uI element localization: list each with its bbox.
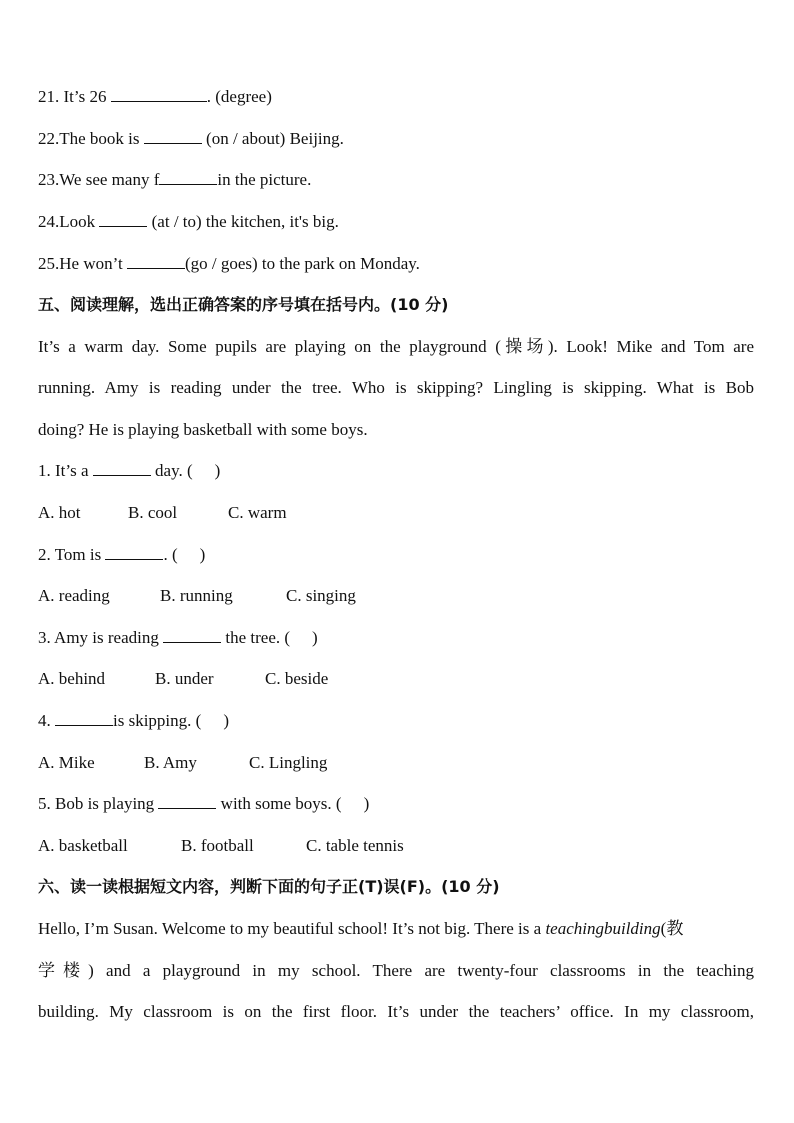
item-hint: in the picture. <box>217 170 312 189</box>
question-text: 3. Amy is reading <box>38 628 164 647</box>
option-a[interactable]: A. Mike <box>38 753 95 772</box>
item-number: 25 <box>38 254 55 273</box>
section-5-heading: 五、阅读理解，选出正确答案的序号填在括号内。(10 分) <box>38 295 449 314</box>
fill-item-25 <box>38 253 420 275</box>
question-4-options <box>38 752 327 774</box>
question-2 <box>38 544 205 566</box>
question-text: day. ( <box>150 461 193 480</box>
item-text: .We see many f <box>55 170 160 189</box>
close-paren: ) <box>199 545 206 564</box>
passage-text: Hello, I’m Susan. Welcome to my beautiful school! It’s not big. There is a <box>38 919 546 938</box>
answer-blank[interactable] <box>159 169 217 185</box>
question-5 <box>38 793 369 815</box>
passage-line: building. My classroom is on the first floor. It’s under the teachers’ office. In my classroom, <box>38 1002 754 1021</box>
item-number: 23 <box>38 170 55 189</box>
answer-blank[interactable] <box>93 460 151 476</box>
passage-line: It’s a warm day. Some pupils are playing on the playground (操场). Look! Mike and Tom are <box>38 337 754 356</box>
answer-blank[interactable] <box>158 793 216 809</box>
question-1-options <box>38 502 287 524</box>
passage-line: 学楼) and a playground in my school. There are twenty-four classrooms in the teaching <box>38 961 754 980</box>
option-c[interactable]: C. table tennis <box>306 836 404 855</box>
close-paren: ) <box>223 711 229 730</box>
fill-item-21 <box>38 86 272 108</box>
question-text: 5. Bob is playing <box>38 794 159 813</box>
item-text: . It’s 26 <box>55 87 111 106</box>
question-text: 2. Tom is <box>38 545 106 564</box>
option-a[interactable]: A. behind <box>38 669 106 688</box>
option-a[interactable]: A. hot <box>38 503 81 522</box>
close-paren: ) <box>312 628 318 647</box>
fill-item-23 <box>38 169 311 191</box>
answer-blank[interactable] <box>163 627 221 643</box>
question-text: . ( <box>163 545 178 564</box>
question-1 <box>38 460 220 482</box>
section-6-heading: 六、读一读根据短文内容，判断下面的句子正(T)误(F)。(10 分) <box>38 877 500 896</box>
option-c[interactable]: C. Lingling <box>249 753 328 772</box>
option-b[interactable]: B. cool <box>128 503 178 522</box>
question-text: is skipping. ( <box>113 711 202 730</box>
item-text: .He won’t <box>55 254 127 273</box>
item-number: 22 <box>38 129 55 148</box>
item-text: .Look <box>55 212 100 231</box>
option-c[interactable]: C. singing <box>286 586 356 605</box>
option-a[interactable]: A. basketball <box>38 836 128 855</box>
item-text: .The book is <box>55 129 144 148</box>
question-text: the tree. ( <box>221 628 291 647</box>
fill-item-24 <box>38 211 339 233</box>
close-paren: ) <box>214 461 221 480</box>
option-b[interactable]: B. under <box>155 669 214 688</box>
option-b[interactable]: B. Amy <box>144 753 197 772</box>
passage-italic-term: teachingbuilding <box>545 919 661 938</box>
close-paren: ) <box>363 794 370 813</box>
item-hint: (at / to) the kitchen, it's big. <box>147 212 339 231</box>
question-4 <box>38 710 229 732</box>
item-hint: (go / goes) to the park on Monday. <box>184 254 420 273</box>
question-2-options <box>38 585 356 607</box>
answer-blank[interactable] <box>105 544 163 560</box>
question-3 <box>38 627 318 649</box>
question-3-options <box>38 668 328 690</box>
answer-blank[interactable] <box>111 86 207 102</box>
answer-blank[interactable] <box>144 128 202 144</box>
item-hint: . (degree) <box>206 87 272 106</box>
passage-text: (教 <box>660 919 684 938</box>
option-b[interactable]: B. football <box>181 836 254 855</box>
question-text: with some boys. ( <box>216 794 342 813</box>
item-number: 21 <box>38 87 55 106</box>
answer-blank[interactable] <box>127 253 185 269</box>
passage-line: doing? He is playing basketball with some boys. <box>38 420 368 439</box>
question-5-options <box>38 835 404 857</box>
passage-line <box>38 918 683 940</box>
option-b[interactable]: B. running <box>160 586 233 605</box>
question-text: 1. It’s a <box>38 461 93 480</box>
question-text: 4. <box>38 711 55 730</box>
item-number: 24 <box>38 212 55 231</box>
option-c[interactable]: C. warm <box>228 503 287 522</box>
answer-blank[interactable] <box>55 710 113 726</box>
passage-line: running. Amy is reading under the tree. Who is skipping? Lingling is skipping. What is Bob <box>38 378 754 397</box>
answer-blank[interactable] <box>99 211 147 227</box>
option-a[interactable]: A. reading <box>38 586 110 605</box>
option-c[interactable]: C. beside <box>265 669 329 688</box>
fill-item-22 <box>38 128 344 150</box>
item-hint: (on / about) Beijing. <box>201 129 344 148</box>
